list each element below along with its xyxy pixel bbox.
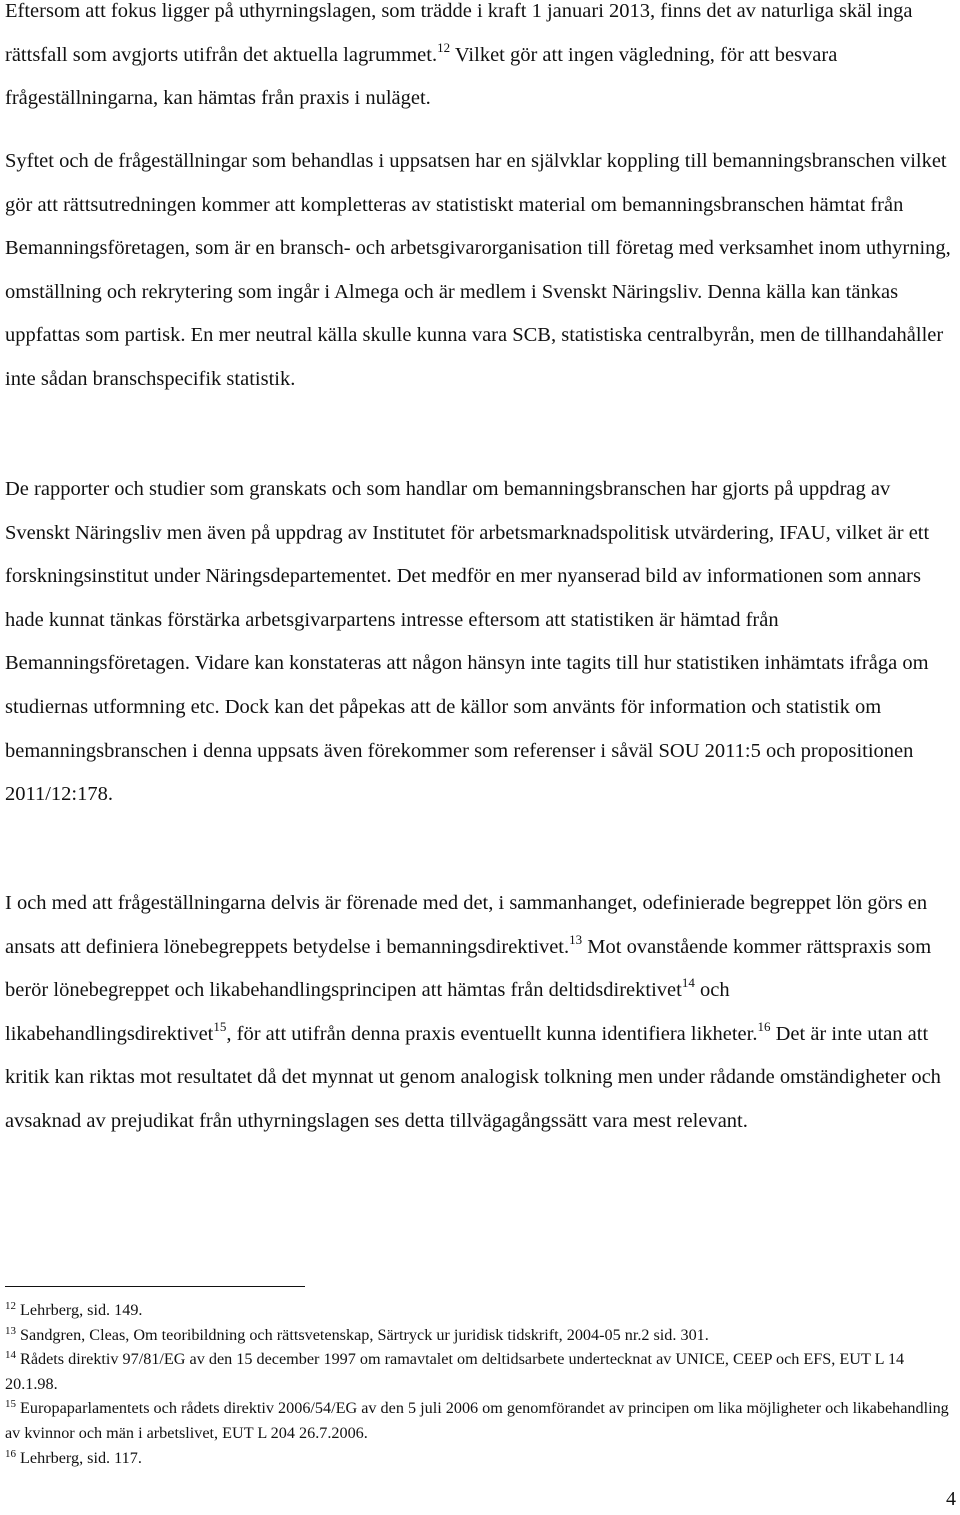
page-number: 4 bbox=[946, 1488, 956, 1510]
paragraph-4 bbox=[5, 882, 953, 1144]
footnote-16 bbox=[5, 1446, 953, 1471]
footnote-14 bbox=[5, 1347, 953, 1396]
paragraph-4-text-d: , för att utifrån denna praxis eventuellt kunna identifiera likheter. bbox=[226, 1022, 758, 1045]
footnote-ref-14[interactable]: 14 bbox=[681, 975, 695, 991]
footnote-number: 13 bbox=[5, 1324, 16, 1337]
footnote-number: 12 bbox=[5, 1300, 16, 1312]
footnote-ref-12[interactable]: 12 bbox=[437, 39, 451, 55]
footnote-15 bbox=[5, 1396, 953, 1445]
paragraph-4-text-b: Mot ovanstående kommer rättspraxis som berör lönebegreppet och likabehandlingsprincipen att hämtas från deltidsdirektivet bbox=[5, 935, 932, 1002]
footnote-13 bbox=[5, 1323, 953, 1348]
footnote-number: 14 bbox=[5, 1349, 16, 1362]
paragraph-1-text-a: Eftersom att fokus ligger på uthyrningslagen, som trädde i kraft 1 januari 2013, finns det av naturliga skäl inga rättsfall som avgjorts utifrån det aktuella lagrummet. bbox=[5, 0, 913, 66]
footnote-text: Sandgren, Cleas, Om teoribildning och rättsvetenskap, Särtryck ur juridisk tidskrift, 2004-05 nr.2 sid. 301. bbox=[20, 1325, 709, 1344]
footnote-ref-16[interactable]: 16 bbox=[757, 1018, 771, 1034]
paragraph-2: Syftet och de frågeställningar som behandlas i uppsatsen har en självklar koppling till bemanningsbranschen vilket gör att rättsutredningen kommer att kompletteras av statistiskt material om bemanningsbranschen hämtat från Bemanningsföretagen, som är en bransch- och arbetsgivarorganisation till företag med verksamhet inom uthyrning, omställning och rekrytering som ingår i Almega och är medlem i Svenskt Näringsliv. Denna källa kan tänkas uppfattas som partisk. En mer neutral källa skulle kunna vara SCB, statistiska centralbyrån, men de tillhandahåller inte sådan branschspecifik statistik. bbox=[5, 150, 951, 390]
footnote-text: Rådets direktiv 97/81/EG av den 15 december 1997 om ramavtalet om deltidsarbete undertecknat av UNICE, CEEP och EFS, EUT L 14 20.1.98. bbox=[5, 1350, 905, 1393]
paragraph-1 bbox=[5, 0, 953, 121]
footnote-12 bbox=[5, 1298, 953, 1323]
footnote-text: Lehrberg, sid. 117. bbox=[20, 1448, 142, 1467]
paragraph-3: De rapporter och studier som granskats och som handlar om bemanningsbranschen har gjorts på uppdrag av Svenskt Näringsliv men även på uppdrag av Institutet för arbetsmarknadspolitisk utvärdering, IFAU, vilket är ett forskningsinstitut under Näringsdepartementet. Det medför en mer nyanserad bild av informationen som annars hade kunnat tänkas förstärka arbetsgivarpartens intresse eftersom att statistiken är hämtad från Bemanningsföretagen. Vidare kan konstateras att någon hänsyn inte tagits till hur statistiken inhämtats ifråga om studiernas utformning etc. Dock kan det påpekas att de källor som använts för information och statistik om bemanningsbranschen i denna uppsats även förekommer som referenser i såväl SOU 2011:5 och propositionen 2011/12:178. bbox=[5, 478, 930, 806]
footnote-number: 15 bbox=[5, 1398, 16, 1411]
footnote-text: Lehrberg, sid. 149. bbox=[20, 1301, 143, 1319]
footnote-ref-15[interactable]: 15 bbox=[213, 1018, 227, 1034]
paragraph-4-text-e: Det är inte utan att kritik kan riktas mot resultatet då det mynnat ut genom analogisk tolkning men under rådande omständigheter och avsaknad av prejudikat från uthyrningslagen ses detta tillvägagångssätt vara mest relevant. bbox=[5, 1022, 941, 1132]
footnote-number: 16 bbox=[5, 1447, 16, 1460]
footnotes bbox=[5, 1298, 953, 1470]
paragraph-4-text-c: och likabehandlingsdirektivet bbox=[5, 979, 730, 1045]
footnote-divider bbox=[5, 1286, 305, 1287]
paragraph-1-text-b: Vilket gör att ingen vägledning, för att besvara frågeställningarna, kan hämtas från praxis i nuläget. bbox=[5, 43, 838, 110]
footnote-text: Europaparlamentets och rådets direktiv 2006/54/EG av den 5 juli 2006 om genomförandet av principen om lika möjligheter och likabehandling av kvinnor och män i arbetslivet, EUT L 204 26.7.2006. bbox=[5, 1399, 949, 1442]
paragraph-4-text-a: I och med att frågeställningarna delvis är förenade med det, i sammanhanget, odefinierade begreppet lön görs en ansats att definiera lönebegreppets betydelse i bemanningsdirektivet. bbox=[5, 892, 928, 958]
footnote-ref-13[interactable]: 13 bbox=[569, 931, 583, 947]
